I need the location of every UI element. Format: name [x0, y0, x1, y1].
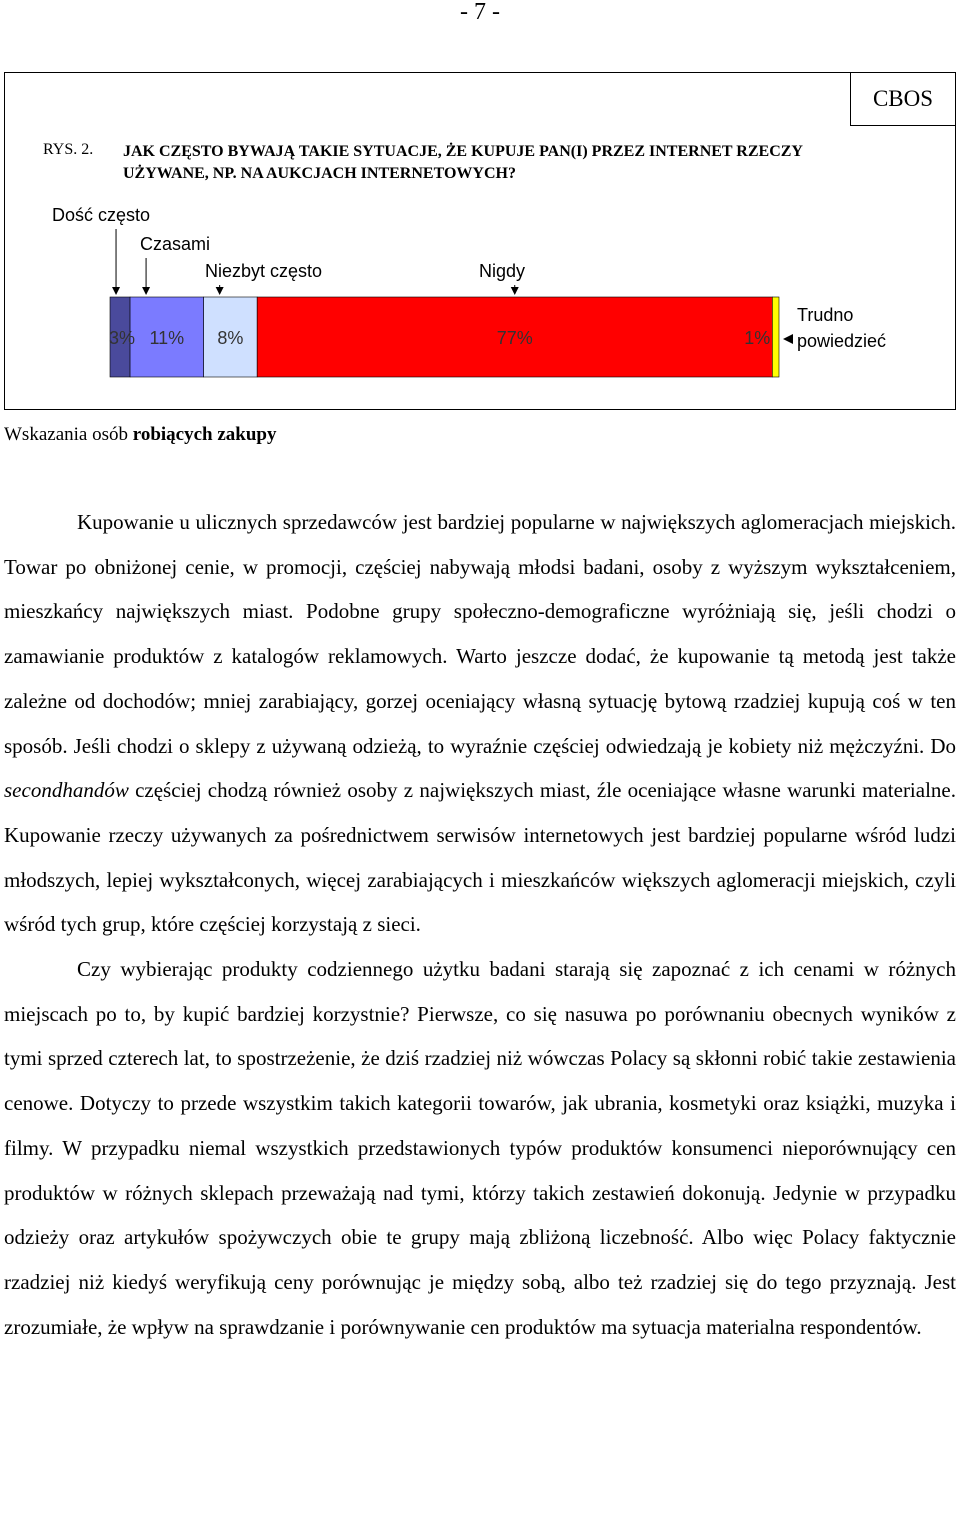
category-label: Czasami [140, 234, 211, 254]
category-label: Niezbyt często [205, 261, 323, 281]
pointer-arrowhead [783, 334, 793, 344]
paragraph-1-italic: secondhandów [4, 778, 129, 803]
category-label: powiedzieć [797, 331, 887, 351]
paragraph-1-end: częściej chodzą również osoby z największych miast, źle oceniające własne warunki materialne. Kupowanie rzeczy używanych za pośrednictwem serwisów internetowych jest bardziej popularne wśród ludzi młodszych, lepiej wykształconych, więcej zarabiających i mieszkańców większych aglomeracji miejskich, czyli wśród tych grup, które częściej korzystają z sieci. [4, 778, 956, 937]
bar-segment [772, 297, 779, 377]
bar-value-label: 8% [217, 328, 244, 348]
paragraph-2: Czy wybierając produkty codziennego użytku badani starają się zapoznać z ich cenami w różnych miejscach po to, by kupić bardziej korzystnie? Pierwsze, co się nasuwa po porównaniu obecnych wyników z tymi sprzed czterech lat, to spostrzeżenie, że dziś rzadziej niż wówczas Polacy są skłonni robić takie zestawienia cenowe. Dotyczy to przede wszystkim takich kategorii towarów, jak ubrania, kosmetyki oraz książki, muzyka i filmy. W przypadku niemal wszystkich przedstawionych typów produktów konsumenci nieporównujący cen produktów w różnych sklepach przeważają nad tymi, którzy takich zestawień dokonują. Jedynie w przypadku odzieży oraz artykułów spożywczych obie te grupy mają zbliżoną liczebność. Albo więc Polacy faktycznie rzadziej niż kiedyś weryfikują ceny porównując je między sobą, albo też rzadziej się do tego przyznają. Jest zrozumiałe, że wpływ na sprawdzanie i porównywanie cen produktów ma sytuacja materialna respondentów. [4, 957, 956, 1339]
bar-value-label: 3% [109, 328, 136, 348]
paragraph-1 [4, 500, 956, 947]
category-label: Dość często [52, 205, 151, 225]
pointer-arrowhead [112, 287, 120, 295]
pointer-arrowhead [511, 287, 519, 295]
caption-bold: robiących zakupy [132, 424, 277, 445]
figure-frame [4, 72, 956, 410]
pointer-arrowhead [142, 287, 150, 295]
article-body [4, 500, 956, 1349]
stacked-bar-chart [5, 73, 955, 409]
category-label: Nigdy [479, 261, 526, 281]
source-label: CBOS [850, 72, 956, 126]
paragraph-1-text: Kupowanie u ulicznych sprzedawców jest bardziej popularne w największych aglomeracjach miejskich. Towar po obniżonej cenie, w promocji, częściej nabywają młodsi badani, osoby z wyższym wykształceniem, mieszkańcy największych miast. Podobne grupy społeczno-demograficzne wyróżniają się, jeśli chodzi o zamawianie produktów z katalogów reklamowych. Warto jeszcze dodać, że kupowanie tą metodą jest także zależne od dochodów; mniej zarabiający, gorzej oceniający własną sytuację bytową rzadziej kupują coś w ten sposób. Jeśli chodzi o sklepy z używaną odzieżą, to wyraźnie częściej odwiedzają je kobiety niż mężczyźni. Do [4, 510, 956, 758]
figure-title: JAK CZĘSTO BYWAJĄ TAKIE SYTUACJE, ŻE KUPUJE PAN(I) PRZEZ INTERNET RZECZY UŻYWANE, NP. NA AUKCJACH INTERNETOWYCH? [123, 143, 803, 182]
bar-value-label: 1% [744, 328, 771, 348]
bar-value-label: 11% [149, 328, 185, 348]
pointer-arrowhead [216, 287, 224, 295]
figure-caption [4, 424, 277, 446]
category-label: Trudno [797, 305, 854, 325]
caption-prefix: Wskazania osób [4, 424, 133, 445]
page-number: - 7 - [460, 0, 500, 25]
bar-value-label: 77% [496, 328, 533, 348]
figure-label: RYS. 2. [43, 141, 94, 158]
